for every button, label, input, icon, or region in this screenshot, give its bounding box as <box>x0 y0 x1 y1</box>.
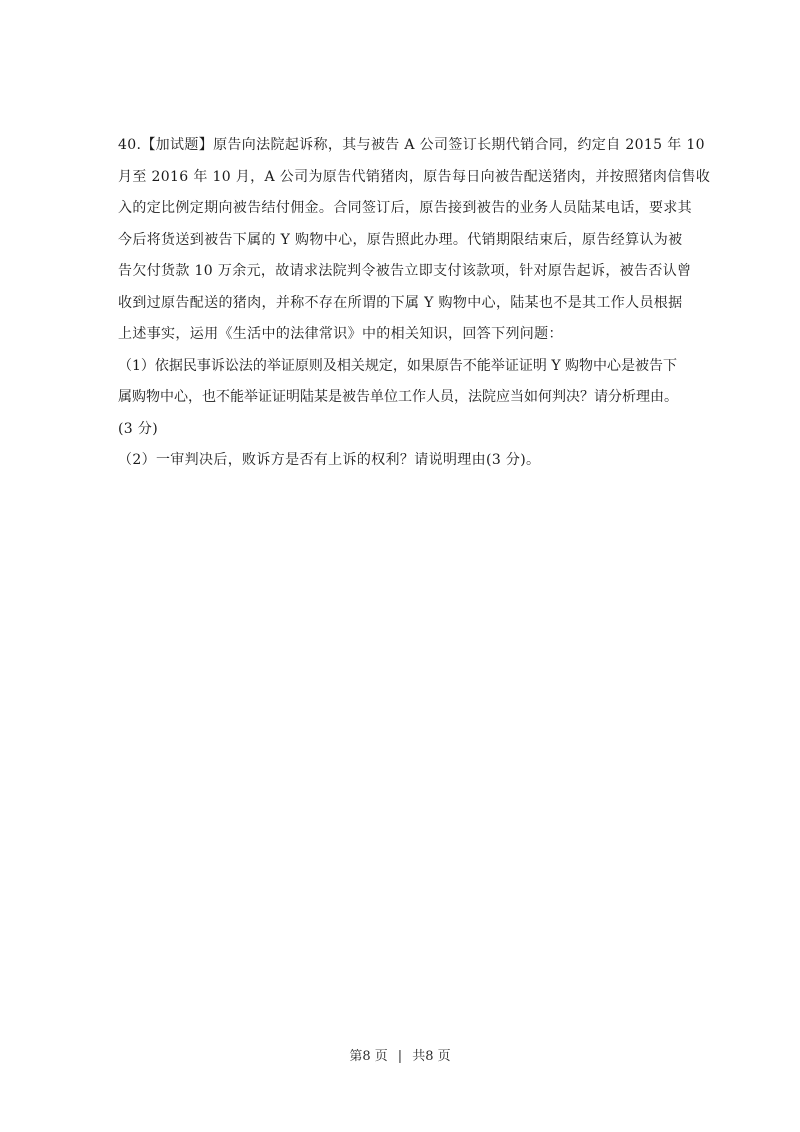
question-line: 40.【加试题】原告向法院起诉称，其与被告 A 公司签订长期代销合同，约定自 2015 年 10 <box>118 137 705 153</box>
question-line: 收到过原告配送的猪肉，并称不存在所谓的下属 Y 购物中心，陆某也不是其工作人员根据 <box>118 294 683 311</box>
sub-question-2: （2）一审判决后，败诉方是否有上诉的权利？请说明理由(3 分)。 <box>118 452 541 468</box>
sub-question-1-line: （1）依据民事诉讼法的举证原则及相关规定，如果原告不能举证证明 Y 购物中心是被告下 <box>118 357 678 374</box>
question-40 <box>118 130 711 477</box>
page-number-separator: | <box>397 1049 403 1064</box>
page-number-current: 第8 页 <box>349 1049 388 1064</box>
question-line: 月至 2016 年 10 月，A 公司为原告代销猪肉，原告每日向被告配送猪肉，并按照猪肉信售收 <box>118 168 711 185</box>
sub-question-1-line: 属购物中心，也不能举证证明陆某是被告单位工作人员，法院应当如何判决？请分析理由。 <box>118 389 678 405</box>
question-line: 上述事实，运用《生活中的法律常识》中的相关知识，回答下列问题： <box>118 326 563 342</box>
question-line: 告欠付货款 10 万余元，故请求法院判令被告立即支付该款项，针对原告起诉，被告否认曾 <box>118 263 692 279</box>
page-number-total: 共8 页 <box>412 1049 451 1064</box>
question-line: 今后将货送到被告下属的 Y 购物中心，原告照此办理。代销期限结束后，原告经算认为被 <box>118 231 683 248</box>
question-line: 入的定比例定期向被告结付佣金。合同签订后，原告接到被告的业务人员陆某电话，要求其 <box>118 200 692 216</box>
page-footer <box>0 1045 800 1064</box>
sub-question-1-points: (3 分) <box>118 420 159 437</box>
